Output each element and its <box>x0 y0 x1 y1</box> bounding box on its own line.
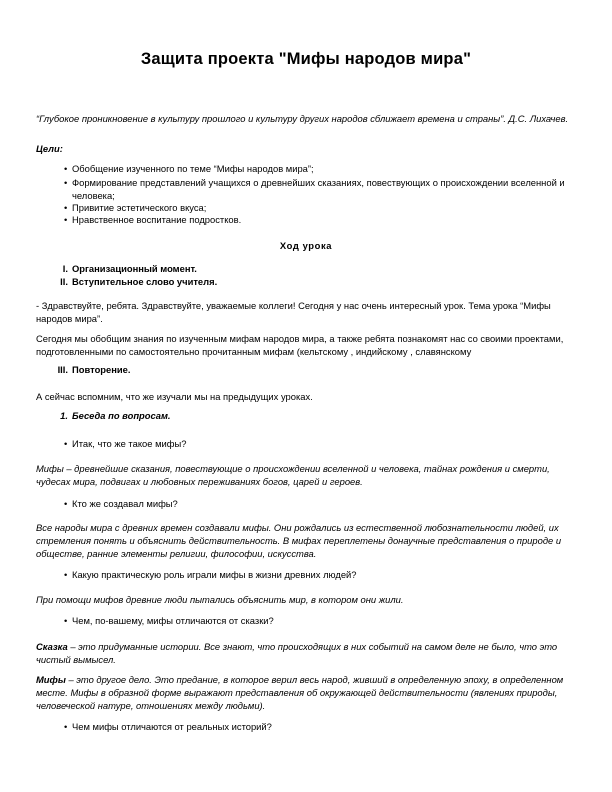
intro-paragraph: Сегодня мы обобщим знания по изученным мифам народов мира, а также ребята познакомят нас со своими проектами, подготовленными по самостоятельно прочитанным мифам (кельтскому , индийскому , славянскому <box>36 333 564 357</box>
answer-term: Сказка <box>36 641 68 652</box>
question-text: Кто же создавал мифы? <box>72 498 178 509</box>
answer-text <box>36 640 576 666</box>
bullet-icon: • <box>64 177 68 188</box>
goal-text: Формирование представлений учащихся о древнейших сказаниях, повествующих о происхождении вселенной и человека; <box>72 177 565 201</box>
question-text: Чем мифы отличаются от реальных историй? <box>72 721 272 732</box>
stage-label: Повторение. <box>72 364 131 375</box>
bullet-icon: • <box>64 163 68 174</box>
intro-paragraph: - Здравствуйте, ребята. Здравствуйте, уважаемые коллеги! Сегодня у нас очень интересный урок. Тема урока “Мифы народов мира”. <box>36 300 551 324</box>
bullet-icon: • <box>64 569 68 580</box>
bullet-icon: • <box>64 721 68 732</box>
question-text: Какую практическую роль играли мифы в жизни древних людей? <box>72 569 357 580</box>
lesson-heading: Ход урока <box>279 240 333 251</box>
bullet-icon: • <box>64 202 68 213</box>
stage-number: I. <box>62 263 68 274</box>
bullet-icon: • <box>64 498 68 509</box>
goal-text: Привитие эстетического вкуса; <box>72 202 207 213</box>
answer-text: При помощи мифов древние люди пытались объяснить мир, в котором они жили. <box>36 594 404 605</box>
stage-label: Организационный момент. <box>72 263 197 274</box>
stage-number: II. <box>60 276 68 287</box>
answer-term: Мифы <box>36 674 66 685</box>
stage-number: III. <box>57 364 68 375</box>
recall-text: А сейчас вспомним, что же изучали мы на предыдущих уроках. <box>36 391 313 402</box>
answer-text: Мифы – древнейшие сказания, повествующие о происхождении вселенной и человека, тайнах рождения и смерти, чудесах мира, подвигах и любовных переживаниях богов, царей и героев. <box>36 463 550 487</box>
substage-number: 1. <box>60 410 68 421</box>
answer-text <box>36 673 576 712</box>
substage-label: Беседа по вопросам. <box>72 410 171 421</box>
answer-definition: – это другое дело. Это предание, в которое верил весь народ, живший в определенную эпоху, в определенном месте. Мифы в образной форме выражают представления об окружающей действительности (явлениях природы, человеческой натуре, отношениях между людьми). <box>36 674 564 711</box>
epigraph: “Глубокое проникновение в культуру прошлого и культуру других народов сближает времена и страны”. Д.С. Лихачев. <box>36 113 569 124</box>
goals-heading: Цели: <box>36 143 63 154</box>
goal-text: Нравственное воспитание подростков. <box>72 214 242 225</box>
question-text: Чем, по-вашему, мифы отличаются от сказки? <box>72 615 274 626</box>
question-text: Итак, что же такое мифы? <box>72 438 187 449</box>
stage-label: Вступительное слово учителя. <box>72 276 218 287</box>
page-title: Защита проекта "Мифы народов мира" <box>140 50 472 68</box>
bullet-icon: • <box>64 438 68 449</box>
answer-text: Все народы мира с древних времен создавали мифы. Они рождались из естественной любознательности людей, их стремления понять и объяснить действительность. В мифах переплетены донаучные представления о природе и обществе, ранние элементы религии, философии, искусства. <box>36 522 562 559</box>
goal-text: Обобщение изученного по теме “Мифы народов мира”; <box>72 163 314 174</box>
answer-definition: – это придуманные истории. Все знают, что происходящих в них событий на самом деле не было, что это чистый вымысел. <box>36 641 558 665</box>
bullet-icon: • <box>64 214 68 225</box>
bullet-icon: • <box>64 615 68 626</box>
